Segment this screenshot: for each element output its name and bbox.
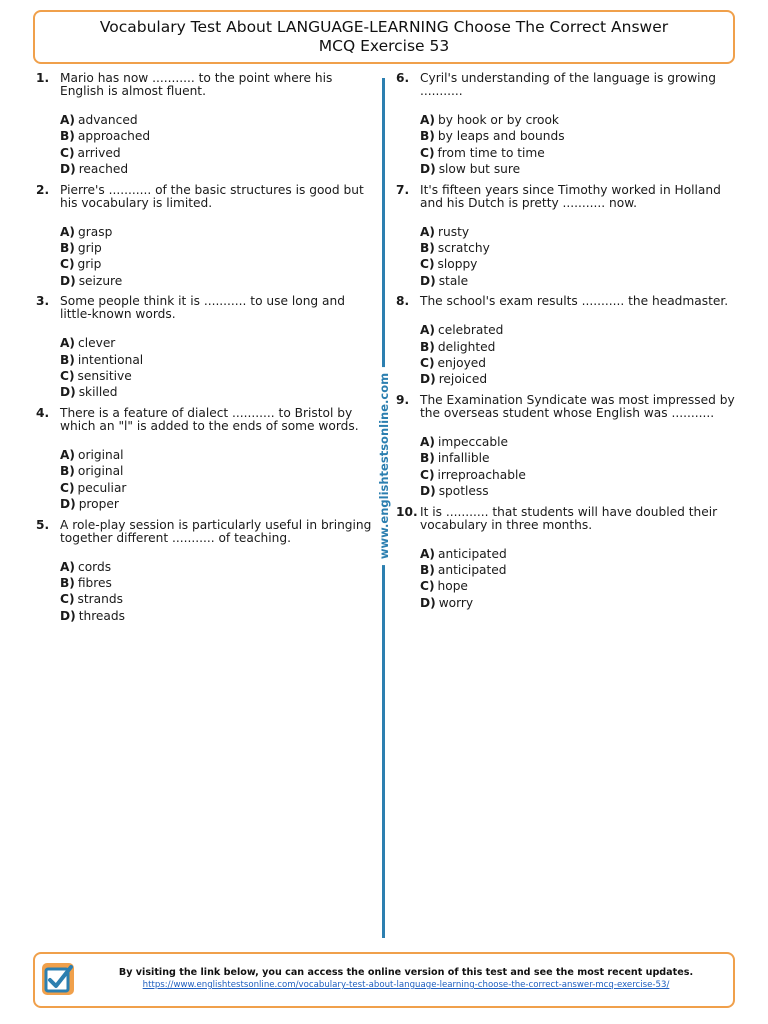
- option-a[interactable]: A) impeccable: [420, 434, 508, 449]
- questions-left-column: [36, 72, 372, 630]
- option-c[interactable]: C) hope: [420, 579, 468, 594]
- option-list: [36, 224, 372, 290]
- page-title-line-1: Vocabulary Test About LANGUAGE-LEARNING Choose The Correct Answer: [99, 18, 669, 36]
- option-list: [36, 335, 372, 401]
- option-a[interactable]: A) original: [60, 447, 124, 462]
- option-b[interactable]: B) fibres: [60, 575, 112, 590]
- option-a[interactable]: A) anticipated: [420, 546, 507, 561]
- option-b[interactable]: B) approached: [60, 129, 151, 144]
- option-d[interactable]: D) seizure: [60, 273, 123, 288]
- option-c[interactable]: C) enjoyed: [420, 356, 487, 371]
- option-c[interactable]: C) arrived: [60, 145, 121, 160]
- option-list: [396, 224, 738, 290]
- question-8: [396, 295, 738, 388]
- option-b[interactable]: B) intentional: [60, 352, 144, 367]
- option-b[interactable]: B) grip: [60, 241, 102, 256]
- option-c[interactable]: C) grip: [60, 257, 102, 272]
- option-list: [396, 546, 738, 612]
- question-7: [396, 184, 738, 290]
- option-c[interactable]: C) sensitive: [60, 369, 132, 384]
- option-a[interactable]: A) rusty: [420, 224, 470, 239]
- question-1: [36, 72, 372, 178]
- question-text: Pierre's ........... of the basic structures is good but his vocabulary is limited.: [60, 182, 364, 210]
- question-text: A role-play session is particularly useful in bringing together different ........... of teaching.: [60, 517, 372, 545]
- option-d[interactable]: D) reached: [60, 162, 129, 177]
- question-number: 1.: [36, 71, 50, 85]
- option-b[interactable]: B) infallible: [420, 451, 490, 466]
- option-c[interactable]: C) from time to time: [420, 145, 545, 160]
- option-b[interactable]: B) original: [60, 464, 124, 479]
- question-text: It is ........... that students will have doubled their vocabulary in three months.: [420, 504, 718, 532]
- question-number: 8.: [396, 294, 410, 309]
- option-b[interactable]: B) by leaps and bounds: [420, 129, 565, 144]
- option-list: [396, 112, 738, 178]
- option-c[interactable]: C) peculiar: [60, 480, 127, 495]
- option-c[interactable]: C) sloppy: [420, 257, 478, 272]
- questions-right-column: [396, 72, 738, 617]
- option-c[interactable]: C) irreproachable: [420, 467, 526, 482]
- title-box: [33, 10, 735, 64]
- question-6: [396, 72, 738, 178]
- option-list: [36, 559, 372, 625]
- question-number: 10.: [396, 504, 418, 519]
- question-4: [36, 407, 372, 513]
- option-list: [396, 434, 738, 500]
- question-3: [36, 295, 372, 401]
- question-9: [396, 394, 738, 500]
- question-number: 3.: [36, 294, 50, 309]
- option-d[interactable]: D) spotless: [420, 484, 489, 499]
- question-2: [36, 184, 372, 290]
- option-d[interactable]: D) slow but sure: [420, 162, 521, 177]
- question-5: [36, 519, 372, 625]
- option-c[interactable]: C) strands: [60, 592, 123, 607]
- option-a[interactable]: A) by hook or by crook: [420, 113, 559, 127]
- option-list: [36, 447, 372, 513]
- option-a[interactable]: A) celebrated: [420, 323, 504, 338]
- question-text: It's fifteen years since Timothy worked in Holland and his Dutch is pretty ........... now.: [420, 182, 721, 210]
- option-a[interactable]: A) advanced: [60, 113, 138, 127]
- option-list: [396, 322, 738, 388]
- question-text: The Examination Syndicate was most impressed by the overseas student whose English was ...........: [420, 392, 735, 420]
- question-number: 5.: [36, 517, 50, 532]
- option-d[interactable]: D) proper: [60, 497, 119, 512]
- option-a[interactable]: A) cords: [60, 559, 112, 574]
- question-number: 9.: [396, 392, 410, 407]
- online-test-link[interactable]: https://www.englishtestsonline.com/vocabulary-test-about-language-learning-choose-the-correct-answer-mcq-exercise-53/: [142, 980, 670, 990]
- option-list: [36, 112, 372, 178]
- question-number: 2.: [36, 182, 50, 197]
- footer-box: [33, 952, 735, 1008]
- option-d[interactable]: D) stale: [420, 273, 469, 288]
- option-b[interactable]: B) anticipated: [420, 562, 507, 577]
- option-d[interactable]: D) worry: [420, 595, 474, 610]
- question-text: The school's exam results ........... the headmaster.: [420, 294, 729, 309]
- question-text: Cyril's understanding of the language is growing ...........: [420, 71, 717, 98]
- question-text: Mario has now ........... to the point where his English is almost fluent.: [60, 71, 333, 98]
- option-b[interactable]: B) scratchy: [420, 241, 490, 256]
- option-d[interactable]: D) rejoiced: [420, 372, 488, 387]
- footer-text: [85, 966, 727, 992]
- question-text: Some people think it is ........... to use long and little-known words.: [60, 294, 345, 322]
- option-a[interactable]: A) grasp: [60, 224, 113, 239]
- option-d[interactable]: D) skilled: [60, 385, 118, 400]
- option-d[interactable]: D) threads: [60, 608, 125, 623]
- question-text: There is a feature of dialect ........... to Bristol by which an "l" is added to the ends of some words.: [60, 405, 359, 433]
- option-a[interactable]: A) clever: [60, 336, 116, 351]
- footer-message: By visiting the link below, you can access the online version of this test and see the most recent updates.: [118, 967, 694, 978]
- option-b[interactable]: B) delighted: [420, 339, 496, 354]
- question-number: 7.: [396, 182, 410, 197]
- question-number: 6.: [396, 71, 410, 85]
- side-website-url: www.englishtestsonline.com: [377, 367, 391, 565]
- question-number: 4.: [36, 405, 50, 420]
- question-10: [396, 506, 738, 612]
- checkbox-check-icon: [41, 962, 75, 996]
- page-title-line-2: MCQ Exercise 53: [318, 37, 450, 55]
